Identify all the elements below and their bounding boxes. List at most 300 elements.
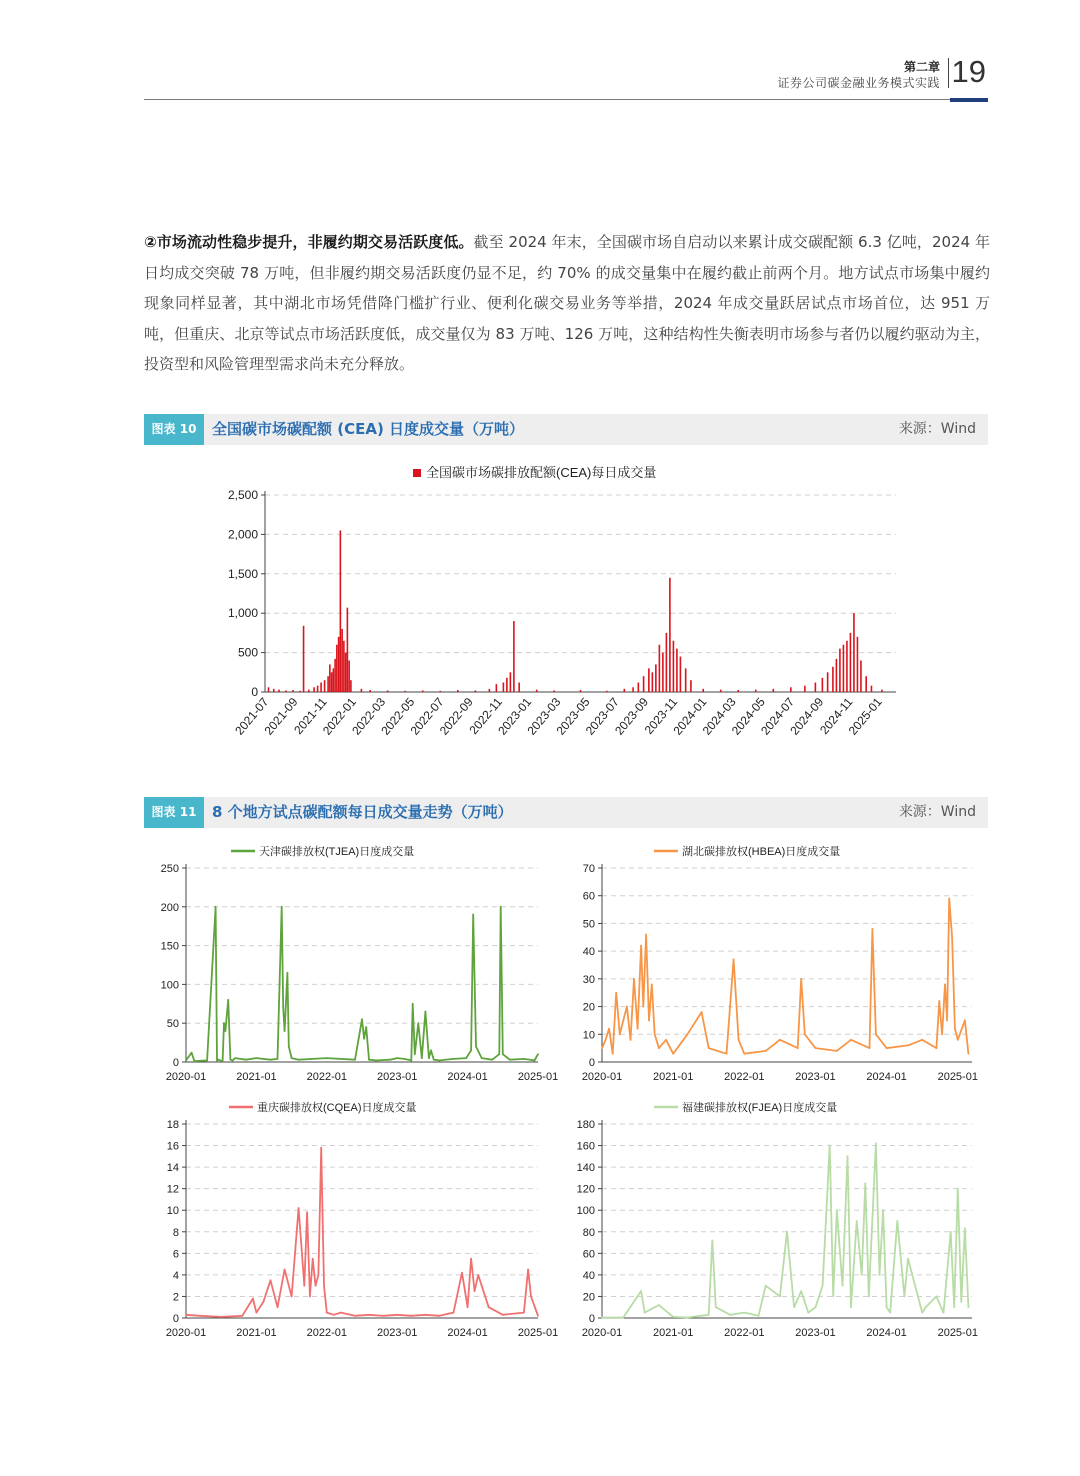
cqea-data-point bbox=[185, 1314, 187, 1316]
fjea-xtick-label: 2022-01 bbox=[724, 1327, 765, 1339]
hbea-data-point bbox=[658, 1047, 660, 1049]
cea-xtick-label: 2022-03 bbox=[349, 694, 389, 738]
tjea-data-point bbox=[523, 1058, 525, 1060]
cea-bar bbox=[503, 683, 505, 692]
hbea-data-point bbox=[637, 1028, 639, 1030]
cea-xtick-label: 2022-05 bbox=[378, 694, 418, 738]
fjea-data-point bbox=[758, 1315, 760, 1317]
cea-bar bbox=[345, 653, 347, 692]
hbea-data-point bbox=[608, 1028, 610, 1030]
cea-xtick-label: 2022-07 bbox=[407, 694, 447, 738]
cqea-ytick-label: 2 bbox=[172, 1291, 179, 1304]
fjea-xtick-label: 2023-01 bbox=[795, 1327, 836, 1339]
cea-ytick-label: 0 bbox=[251, 685, 258, 699]
paragraph-lead: ②市场流动性稳步提升，非履约期交易活跃度低。 bbox=[144, 233, 474, 251]
hbea-data-point bbox=[875, 1033, 877, 1035]
fjea-legend-label: 福建碳排放权(FJEA)日度成交量 bbox=[682, 1102, 838, 1114]
cea-bar bbox=[850, 633, 852, 692]
tjea-data-point bbox=[298, 1059, 300, 1061]
page-header bbox=[144, 56, 988, 104]
cqea-data-point bbox=[470, 1258, 472, 1260]
fjea-data-point bbox=[964, 1228, 966, 1230]
tjea-data-point bbox=[368, 1059, 370, 1061]
tjea-ytick-label: 150 bbox=[160, 940, 179, 953]
fjea-data-point bbox=[856, 1220, 858, 1222]
cea-bar bbox=[518, 683, 520, 692]
hbea-xtick-label: 2025-01 bbox=[937, 1071, 978, 1083]
cea-bar bbox=[510, 672, 512, 692]
cea-xtick-label: 2023-03 bbox=[524, 694, 564, 738]
tjea-data-point bbox=[354, 1059, 356, 1061]
hbea-data-point bbox=[640, 945, 642, 947]
fjea-data-point bbox=[957, 1188, 959, 1190]
tjea-legend-label: 天津碳排放权(TJEA)日度成交量 bbox=[259, 846, 415, 858]
cea-xtick-label: 2021-11 bbox=[291, 694, 330, 737]
tjea-ytick-label: 100 bbox=[160, 979, 179, 992]
hbea-series-line bbox=[602, 899, 968, 1054]
cea-xtick-label: 2024-01 bbox=[670, 694, 710, 738]
hbea-xtick-label: 2024-01 bbox=[866, 1071, 907, 1083]
header-separator bbox=[948, 58, 949, 88]
header-rule bbox=[144, 99, 988, 100]
cea-bar bbox=[680, 657, 682, 692]
tjea-data-point bbox=[498, 1053, 500, 1055]
tjea-data-point bbox=[185, 1060, 187, 1062]
cea-bar bbox=[773, 689, 775, 692]
cqea-ytick-label: 8 bbox=[172, 1226, 179, 1239]
tjea-data-point bbox=[361, 1018, 363, 1020]
cea-bar bbox=[832, 667, 834, 692]
tjea-data-point bbox=[206, 1060, 208, 1062]
cea-bar bbox=[669, 578, 671, 692]
tjea-data-point bbox=[194, 1060, 196, 1062]
cea-xtick-label: 2025-01 bbox=[845, 694, 885, 738]
cea-bar bbox=[489, 689, 491, 692]
cqea-data-point bbox=[354, 1315, 356, 1317]
hbea-data-point bbox=[836, 1050, 838, 1052]
cea-bar bbox=[553, 690, 555, 692]
fjea-data-point bbox=[729, 1314, 731, 1316]
fjea-xtick-label: 2024-01 bbox=[866, 1327, 907, 1339]
cea-xtick-label: 2021-09 bbox=[261, 694, 301, 738]
cqea-data-point bbox=[527, 1269, 529, 1271]
tjea-data-point bbox=[412, 1003, 414, 1005]
fjea-data-point bbox=[850, 1306, 852, 1308]
tjea-data-point bbox=[500, 906, 502, 908]
cea-xtick-label: 2023-11 bbox=[641, 694, 681, 737]
hbea-data-point bbox=[946, 1020, 948, 1022]
tjea-data-point bbox=[472, 914, 474, 916]
cqea-xtick-label: 2021-01 bbox=[236, 1327, 277, 1339]
fjea-data-point bbox=[658, 1304, 660, 1306]
cea-bar bbox=[369, 690, 371, 692]
cqea-xtick-label: 2025-01 bbox=[517, 1327, 559, 1339]
hbea-data-point bbox=[605, 1039, 607, 1041]
cea-xtick-label: 2023-01 bbox=[495, 694, 535, 738]
fjea-data-point bbox=[711, 1240, 713, 1242]
tjea-data-point bbox=[389, 1059, 391, 1061]
fjea-data-point bbox=[815, 1306, 817, 1308]
cea-bar bbox=[755, 690, 757, 692]
hbea-data-point bbox=[648, 1020, 650, 1022]
tjea-data-point bbox=[414, 1053, 416, 1055]
cea-bar bbox=[303, 626, 305, 692]
cqea-data-point bbox=[303, 1285, 305, 1287]
cea-daily-volume-chart bbox=[144, 452, 988, 772]
cqea-ytick-label: 10 bbox=[166, 1205, 179, 1218]
fjea-data-point bbox=[765, 1285, 767, 1287]
cea-bar bbox=[285, 690, 287, 692]
tjea-data-point bbox=[223, 1022, 225, 1024]
cqea-data-point bbox=[312, 1258, 314, 1260]
cea-xtick-label: 2023-05 bbox=[553, 694, 593, 738]
cea-bar bbox=[676, 649, 678, 692]
cea-bar bbox=[350, 680, 352, 692]
fjea-ytick-label: 140 bbox=[576, 1162, 595, 1175]
fjea-data-point bbox=[968, 1306, 970, 1308]
tjea-data-point bbox=[428, 1057, 430, 1059]
tjea-data-point bbox=[291, 1057, 293, 1059]
cea-ytick-label: 2,000 bbox=[227, 527, 258, 542]
fjea-data-point bbox=[779, 1296, 781, 1298]
cqea-data-point bbox=[317, 1274, 319, 1276]
hbea-data-point bbox=[665, 1039, 667, 1041]
cqea-data-point bbox=[252, 1298, 254, 1300]
hbea-data-point bbox=[804, 1033, 806, 1035]
cea-bar bbox=[606, 691, 608, 692]
cqea-data-point bbox=[340, 1312, 342, 1314]
figure-10-tag: 图表 10 bbox=[144, 414, 204, 445]
tjea-data-point bbox=[430, 1049, 432, 1051]
hbea-data-point bbox=[948, 898, 950, 900]
tjea-ytick-label: 200 bbox=[160, 901, 179, 914]
tjea-data-point bbox=[410, 1060, 412, 1062]
tjea-data-point bbox=[229, 1059, 231, 1061]
cea-bar bbox=[331, 672, 333, 692]
tjea-data-point bbox=[475, 1046, 477, 1048]
cea-bar bbox=[836, 659, 838, 692]
tjea-data-point bbox=[439, 1060, 441, 1062]
fjea-data-point bbox=[889, 1312, 891, 1314]
cea-legend-label: 全国碳市场碳排放配额(CEA)每日成交量 bbox=[426, 465, 657, 480]
hbea-data-point bbox=[615, 992, 617, 994]
cea-bar bbox=[580, 690, 582, 692]
book-title: 证券公司碳金融业务模式实践 bbox=[777, 76, 940, 90]
hbea-data-point bbox=[651, 984, 653, 986]
hbea-data-point bbox=[612, 1053, 614, 1055]
hbea-ytick-label: 30 bbox=[582, 973, 595, 986]
cea-bar bbox=[690, 680, 692, 692]
cea-bar bbox=[648, 668, 650, 692]
hbea-data-point bbox=[921, 1039, 923, 1041]
tjea-data-point bbox=[396, 1057, 398, 1059]
tjea-xtick-label: 2022-01 bbox=[306, 1071, 347, 1083]
cea-xtick-label: 2022-01 bbox=[319, 694, 359, 738]
cqea-data-point bbox=[199, 1315, 201, 1317]
tjea-data-point bbox=[225, 1030, 227, 1032]
tjea-ytick-label: 0 bbox=[172, 1057, 179, 1069]
cea-bar bbox=[624, 689, 626, 692]
hbea-data-point bbox=[743, 1053, 745, 1055]
cqea-data-point bbox=[298, 1207, 300, 1209]
fjea-series-line bbox=[602, 1143, 968, 1317]
fjea-data-point bbox=[786, 1231, 788, 1233]
fjea-data-point bbox=[672, 1316, 674, 1318]
fjea-data-point bbox=[847, 1155, 849, 1157]
hbea-data-point bbox=[850, 1039, 852, 1041]
cqea-data-point bbox=[523, 1312, 525, 1314]
tjea-data-point bbox=[491, 1059, 493, 1061]
cqea-data-point bbox=[220, 1316, 222, 1318]
cea-bar bbox=[666, 633, 668, 692]
cea-bar bbox=[334, 659, 336, 692]
tjea-data-point bbox=[453, 1058, 455, 1060]
cea-bar bbox=[839, 649, 841, 692]
fjea-data-point bbox=[960, 1301, 962, 1303]
fjea-data-point bbox=[953, 1306, 955, 1308]
cea-bar bbox=[638, 683, 640, 692]
cea-bar bbox=[496, 684, 498, 692]
tjea-data-point bbox=[277, 1058, 279, 1060]
figure-11-title: 8 个地方试点碳配额每日成交量走势（万吨） bbox=[212, 803, 513, 821]
hbea-data-point bbox=[871, 928, 873, 930]
cea-legend-swatch bbox=[413, 469, 421, 477]
tjea-data-point bbox=[234, 1057, 236, 1059]
fjea-ytick-label: 40 bbox=[582, 1269, 595, 1282]
cea-bar bbox=[336, 645, 338, 692]
hbea-data-point bbox=[633, 978, 635, 980]
hbea-data-point bbox=[886, 1047, 888, 1049]
cea-bar bbox=[278, 690, 280, 692]
fjea-data-point bbox=[800, 1290, 802, 1292]
cea-bar bbox=[333, 668, 335, 692]
hbea-data-point bbox=[815, 1047, 817, 1049]
cea-bar bbox=[881, 690, 883, 692]
cqea-data-point bbox=[410, 1315, 412, 1317]
cea-bar bbox=[673, 641, 675, 692]
cea-bar bbox=[387, 690, 389, 692]
hbea-data-point bbox=[622, 1020, 624, 1022]
tjea-data-point bbox=[270, 1059, 272, 1061]
fjea-data-point bbox=[921, 1312, 923, 1314]
cqea-data-point bbox=[382, 1315, 384, 1317]
fjea-data-point bbox=[822, 1285, 824, 1287]
hbea-data-point bbox=[954, 1028, 956, 1030]
tjea-data-point bbox=[433, 1059, 435, 1061]
fjea-data-point bbox=[644, 1312, 646, 1314]
cea-bar bbox=[313, 687, 315, 692]
cqea-data-point bbox=[537, 1315, 539, 1317]
cea-bar bbox=[338, 637, 340, 692]
cea-xtick-label: 2022-09 bbox=[436, 694, 476, 738]
fjea-data-point bbox=[622, 1317, 624, 1319]
cqea-ytick-label: 6 bbox=[172, 1248, 179, 1261]
page-number: 19 bbox=[951, 54, 986, 89]
cea-bar bbox=[822, 678, 824, 692]
fjea-ytick-label: 60 bbox=[582, 1248, 595, 1261]
tjea-data-point bbox=[215, 906, 217, 908]
hbea-data-point bbox=[941, 1033, 943, 1035]
tjea-data-point bbox=[312, 1058, 314, 1060]
tjea-data-point bbox=[286, 972, 288, 974]
hbea-data-point bbox=[968, 1053, 970, 1055]
hbea-data-point bbox=[765, 1050, 767, 1052]
tjea-data-point bbox=[534, 1060, 536, 1062]
hbea-xtick-label: 2022-01 bbox=[724, 1071, 765, 1083]
figure-11-source: 来源：Wind bbox=[898, 804, 976, 820]
tjea-xtick-label: 2020-01 bbox=[165, 1071, 207, 1083]
tjea-data-point bbox=[424, 1011, 426, 1013]
cqea-ytick-label: 4 bbox=[172, 1269, 179, 1282]
fjea-data-point bbox=[743, 1312, 745, 1314]
fjea-ytick-label: 100 bbox=[576, 1205, 595, 1218]
cqea-data-point bbox=[326, 1312, 328, 1314]
hbea-xtick-label: 2023-01 bbox=[795, 1071, 836, 1083]
hbea-data-point bbox=[645, 934, 647, 936]
fjea-data-point bbox=[836, 1209, 838, 1211]
fjea-ytick-label: 20 bbox=[582, 1291, 595, 1304]
tjea-data-point bbox=[417, 1022, 419, 1024]
tjea-xtick-label: 2021-01 bbox=[236, 1071, 277, 1083]
cea-bar bbox=[317, 686, 319, 692]
tjea-data-point bbox=[365, 1026, 367, 1028]
cqea-data-point bbox=[241, 1315, 243, 1317]
cqea-data-point bbox=[396, 1314, 398, 1316]
header-rule-accent bbox=[950, 98, 988, 102]
figure-10-title: 全国碳市场碳配额 (CEA) 日度成交量（万吨） bbox=[212, 420, 525, 438]
tjea-data-point bbox=[281, 906, 283, 908]
fjea-data-point bbox=[943, 1312, 945, 1314]
cea-bar bbox=[720, 690, 722, 692]
tjea-ytick-label: 250 bbox=[160, 863, 179, 875]
fjea-data-point bbox=[936, 1296, 938, 1298]
cea-bar bbox=[655, 664, 657, 692]
chapter-label: 第二章 bbox=[903, 60, 940, 74]
cea-xtick-label: 2024-07 bbox=[758, 694, 798, 738]
cqea-data-point bbox=[368, 1314, 370, 1316]
hbea-data-point bbox=[601, 1047, 603, 1049]
fjea-data-point bbox=[868, 1296, 870, 1298]
cea-bar bbox=[404, 691, 406, 692]
cqea-data-point bbox=[530, 1296, 532, 1298]
tjea-data-point bbox=[326, 1057, 328, 1059]
tjea-data-point bbox=[481, 1057, 483, 1059]
cea-bar bbox=[659, 645, 661, 692]
hbea-data-point bbox=[738, 1039, 740, 1041]
cqea-data-point bbox=[477, 1274, 479, 1276]
cea-bar bbox=[268, 687, 270, 692]
hbea-ytick-label: 60 bbox=[582, 890, 595, 903]
tjea-data-point bbox=[232, 1060, 234, 1062]
tjea-ytick-label: 50 bbox=[166, 1018, 179, 1031]
fjea-data-point bbox=[882, 1209, 884, 1211]
fjea-ytick-label: 160 bbox=[576, 1140, 595, 1153]
cea-bar bbox=[327, 676, 329, 692]
tjea-data-point bbox=[502, 1053, 504, 1055]
hbea-xtick-label: 2020-01 bbox=[581, 1071, 623, 1083]
hbea-data-point bbox=[726, 1053, 728, 1055]
hbea-data-point bbox=[733, 959, 735, 961]
fjea-data-point bbox=[861, 1274, 863, 1276]
tjea-xtick-label: 2024-01 bbox=[447, 1071, 488, 1083]
cqea-data-point bbox=[284, 1269, 286, 1271]
hbea-ytick-label: 0 bbox=[588, 1057, 595, 1069]
cea-bar bbox=[865, 676, 867, 692]
cqea-xtick-label: 2023-01 bbox=[377, 1327, 418, 1339]
cea-bar bbox=[685, 668, 687, 692]
tjea-data-point bbox=[282, 1007, 284, 1009]
cea-bar bbox=[308, 690, 310, 692]
cea-bar bbox=[860, 660, 862, 692]
cqea-data-point bbox=[323, 1285, 325, 1287]
cea-bar bbox=[361, 689, 363, 692]
cea-bar bbox=[457, 690, 459, 692]
cea-bar bbox=[790, 687, 792, 692]
hbea-data-point bbox=[686, 1033, 688, 1035]
cea-bar bbox=[843, 645, 845, 692]
cqea-data-point bbox=[263, 1301, 265, 1303]
cqea-data-point bbox=[424, 1314, 426, 1316]
tjea-data-point bbox=[403, 1058, 405, 1060]
cea-ytick-label: 1,500 bbox=[227, 566, 258, 581]
tjea-data-point bbox=[217, 1059, 219, 1061]
tjea-data-point bbox=[288, 1046, 290, 1048]
cea-bar bbox=[340, 530, 342, 692]
hbea-legend-label: 湖北碳排放权(HBEA)日度成交量 bbox=[682, 846, 841, 858]
fjea-ytick-label: 80 bbox=[582, 1226, 595, 1239]
cqea-xtick-label: 2020-01 bbox=[165, 1327, 207, 1339]
cea-bar bbox=[348, 660, 350, 692]
cqea-data-point bbox=[481, 1285, 483, 1287]
cqea-ytick-label: 0 bbox=[172, 1313, 179, 1325]
hbea-daily-volume-chart bbox=[560, 840, 988, 1090]
figure-10-caption-bar bbox=[144, 414, 988, 445]
hbea-ytick-label: 20 bbox=[582, 1001, 595, 1014]
tjea-data-point bbox=[256, 1057, 258, 1059]
hbea-data-point bbox=[951, 936, 953, 938]
fjea-data-point bbox=[864, 1182, 866, 1184]
tjea-data-point bbox=[421, 1057, 423, 1059]
cea-bar bbox=[643, 676, 645, 692]
tjea-data-point bbox=[191, 1052, 193, 1054]
hbea-data-point bbox=[626, 1006, 628, 1008]
cqea-data-point bbox=[277, 1306, 279, 1308]
tjea-data-point bbox=[375, 1060, 377, 1062]
cea-xtick-label: 2024-05 bbox=[728, 694, 768, 738]
fjea-ytick-label: 0 bbox=[588, 1313, 595, 1325]
cea-bar bbox=[632, 687, 634, 692]
paragraph-body: 截至 2024 年末，全国碳市场自启动以来累计成交碳配额 6.3 亿吨，2024 年日均成交突破 78 万吨，但非履约期交易活跃度仍显不足，约 70% 的成交量集中在履约截止前两个月。地方试点市场集中履约现象同样显著，其中湖北市场凭借降门槛扩行业、便利化碳交易业务等举措，2024 年成交量跃居试点市场首位，达 951 万吨，但重庆、北京等试点市场活跃度低，成交量仅为 83 万吨、126 万吨，这种结构性失衡表明市场参与者仍以履约驱动为主，投资型和风险管理型需求尚未充分释放。 bbox=[144, 233, 991, 373]
tjea-data-point bbox=[245, 1059, 247, 1061]
fjea-data-point bbox=[793, 1306, 795, 1308]
hbea-ytick-label: 40 bbox=[582, 946, 595, 959]
fjea-data-point bbox=[907, 1258, 909, 1260]
figure-11-caption-bar bbox=[144, 797, 988, 828]
cea-bar bbox=[422, 690, 424, 692]
tjea-data-point bbox=[509, 1059, 511, 1061]
cea-xtick-label: 2024-11 bbox=[817, 694, 856, 737]
cea-bar bbox=[815, 683, 817, 692]
fjea-ytick-label: 180 bbox=[576, 1119, 595, 1131]
cqea-ytick-label: 12 bbox=[166, 1183, 179, 1196]
cqea-ytick-label: 18 bbox=[166, 1119, 179, 1131]
cea-bar bbox=[475, 690, 477, 692]
cqea-data-point bbox=[439, 1315, 441, 1317]
cea-bar bbox=[853, 613, 855, 692]
fjea-data-point bbox=[686, 1317, 688, 1319]
fjea-ytick-label: 120 bbox=[576, 1183, 595, 1196]
fjea-data-point bbox=[875, 1143, 877, 1145]
